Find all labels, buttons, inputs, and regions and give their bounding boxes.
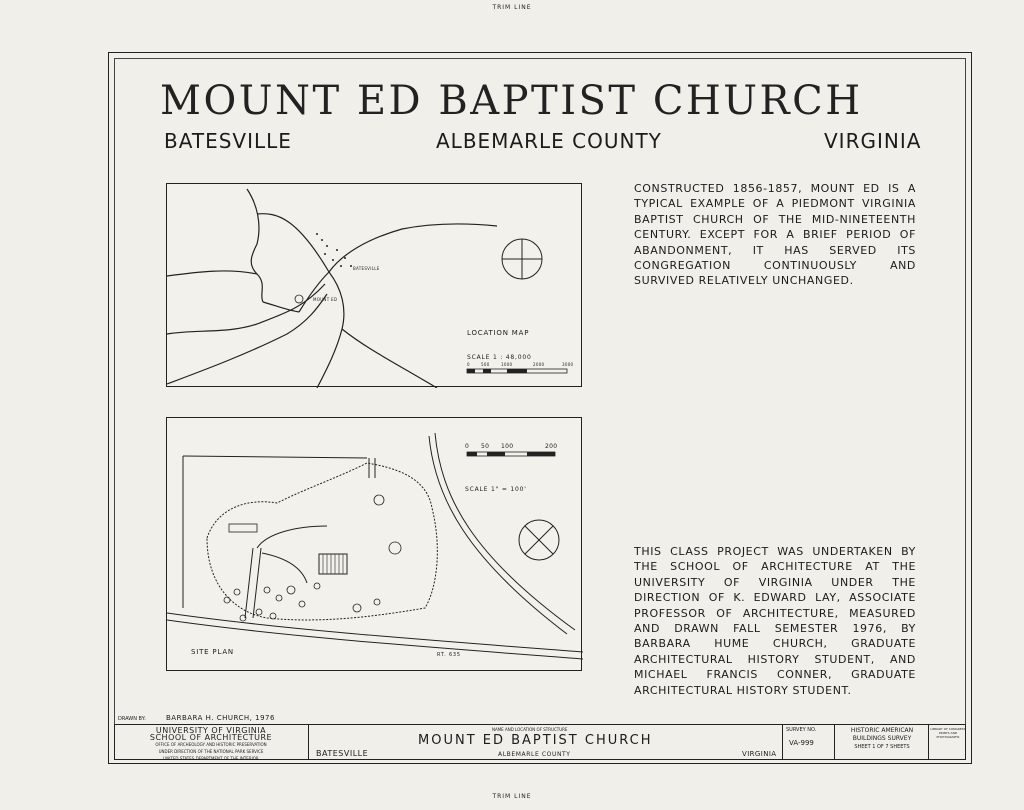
north-arrow-icon xyxy=(502,239,542,279)
trim-line-bottom: TRIM LINE xyxy=(492,793,532,800)
scale-tick: 50 xyxy=(481,443,490,450)
habs-line: HISTORIC AMERICAN xyxy=(850,727,914,734)
habs-line: BUILDINGS SURVEY xyxy=(852,735,912,742)
river-line xyxy=(257,214,329,272)
location-map-label: LOCATION MAP xyxy=(467,329,530,337)
school-line: UNIVERSITY OF VIRGINIA xyxy=(155,726,267,735)
title-block-divider xyxy=(782,724,783,760)
structure-state: VIRGINIA xyxy=(742,750,777,758)
scale-bar-icon xyxy=(467,452,555,456)
road-line xyxy=(329,224,497,272)
scale-tick: 500 xyxy=(481,362,490,367)
church-marker-icon xyxy=(295,295,303,303)
scale-tick: 0 xyxy=(465,443,470,450)
road-label: RT. 635 xyxy=(437,652,461,658)
drawn-by-name: BARBARA H. CHURCH, 1976 xyxy=(166,714,275,722)
road-line xyxy=(342,329,437,388)
library-line: PRINTS AND PHOTOGRAPHS xyxy=(936,731,960,739)
road-line xyxy=(167,294,327,384)
structure-county: ALBEMARLE COUNTY xyxy=(498,751,571,758)
school-block xyxy=(116,727,306,762)
location-map-panel xyxy=(166,183,582,387)
road-edge xyxy=(429,436,567,634)
structure-name-caption: NAME AND LOCATION OF STRUCTURE xyxy=(492,727,568,732)
title-block-divider xyxy=(308,724,309,760)
school-line: SCHOOL OF ARCHITECTURE xyxy=(149,733,273,742)
subtitle-state: VIRGINIA xyxy=(824,129,922,153)
sheet-number: SHEET 1 OF 7 SHEETS xyxy=(854,744,910,750)
school-line: UNDER DIRECTION OF THE NATIONAL PARK SERVICE xyxy=(158,749,264,754)
title-block-divider xyxy=(834,724,835,760)
location-map-scale: SCALE 1 : 48,000 xyxy=(467,354,532,361)
scale-tick: 200 xyxy=(545,443,558,450)
description-paragraph: CONSTRUCTED 1856-1857, MOUNT ED IS A TYPICAL EXAMPLE OF A PIEDMONT VIRGINIA BAPTIST CHURCH OF THE MID-NINETEENTH CENTURY. EXCEPT FOR A BRIEF PERIOD OF ABANDONMENT, IT HAS SERVED ITS CONGREGATION CONTINUOUSLY AND SURVIVED RELATIVELY UNCHANGED. xyxy=(634,182,916,288)
trim-line-top: TRIM LINE xyxy=(492,4,532,11)
subtitle-town: BATESVILLE xyxy=(164,129,292,153)
road-line xyxy=(317,272,344,388)
survey-number: VA-999 xyxy=(789,739,814,747)
scale-bar-icon xyxy=(467,369,567,373)
scale-tick: 2000 xyxy=(533,362,545,367)
tree-icon xyxy=(224,495,401,621)
subtitle-county: ALBEMARLE COUNTY xyxy=(436,129,662,153)
site-plan-scale: SCALE 1" = 100' xyxy=(465,486,527,493)
drawing-title: MOUNT ED BAPTIST CHURCH xyxy=(160,78,863,124)
north-arrow-icon xyxy=(519,520,559,560)
library-line: LIBRARY OF CONGRESS xyxy=(930,727,966,731)
structure-town: BATESVILLE xyxy=(316,749,369,758)
drive-line xyxy=(262,553,307,583)
library-block xyxy=(930,727,966,739)
scale-tick: 1000 xyxy=(501,362,513,367)
school-line: UNITED STATES DEPARTMENT OF THE INTERIOR xyxy=(163,756,259,761)
title-block-divider xyxy=(928,724,929,760)
site-plan-panel xyxy=(166,417,582,671)
river-line xyxy=(247,189,259,274)
tree-line xyxy=(207,463,437,620)
habs-block xyxy=(838,727,926,751)
structure-name: MOUNT ED BAPTIST CHURCH xyxy=(418,733,653,748)
school-line: OFFICE OF ARCHEOLOGY AND HISTORIC PRESERVATION xyxy=(155,742,267,747)
scale-tick: 0 xyxy=(467,362,470,367)
boundary-line xyxy=(183,456,367,458)
place-label-mount-ed: MOUNT ED xyxy=(313,297,338,302)
drive-line xyxy=(253,548,261,618)
survey-number-caption: SURVEY NO. xyxy=(786,727,817,733)
outbuilding-icon xyxy=(229,524,257,532)
place-label-batesville: BATESVILLE xyxy=(353,266,380,271)
site-plan-label: SITE PLAN xyxy=(191,648,234,656)
church-building-icon xyxy=(319,554,347,574)
road-edge xyxy=(167,613,583,652)
road-line xyxy=(263,302,299,312)
road-line xyxy=(299,272,329,312)
scale-tick: 3000 xyxy=(562,362,574,367)
credits-paragraph: THIS CLASS PROJECT WAS UNDERTAKEN BY THE SCHOOL OF ARCHITECTURE AT THE UNIVERSITY OF VIRGINIA UNDER THE DIRECTION OF K. EDWARD LAY, ASSOCIATE PROFESSOR OF ARCHITECTURE, MEASURED AND DRAWN FALL SEMESTER 1976, BY BARBARA HUME CHURCH, GRADUATE ARCHITECTURAL HISTORY STUDENT, AND MICHAEL FRANCIS CONNER, GRADUATE ARCHITECTURAL HISTORY STUDENT. xyxy=(634,545,916,697)
road-edge xyxy=(435,433,575,630)
drawn-by-caption: DRAWN BY: xyxy=(118,716,146,722)
drive-line xyxy=(257,526,327,548)
road-line xyxy=(167,271,263,302)
site-plan-drawing xyxy=(167,418,583,672)
scale-tick: 100 xyxy=(501,443,514,450)
drive-line xyxy=(245,548,253,618)
